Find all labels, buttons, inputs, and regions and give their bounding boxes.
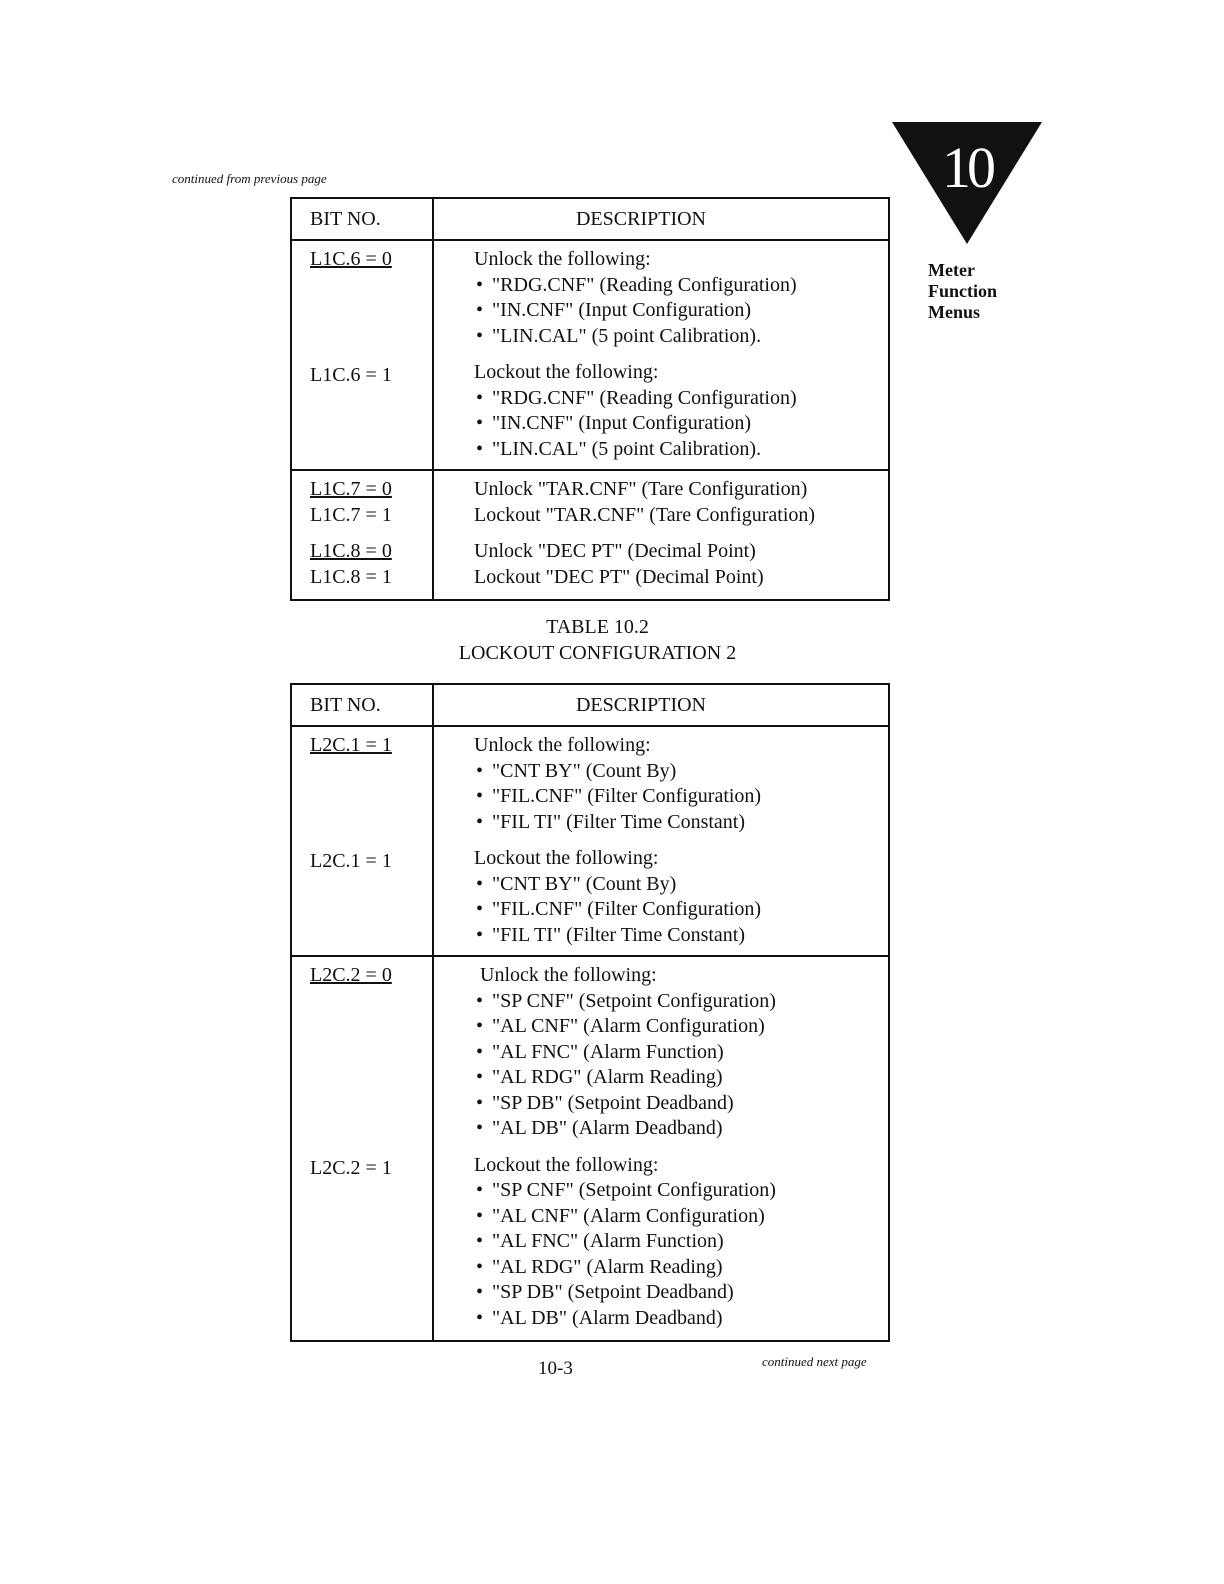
description-line: Lockout the following:	[474, 847, 659, 869]
list-item: • "SP DB" (Setpoint Deadband)	[474, 1091, 888, 1117]
page-number: 10-3	[538, 1358, 573, 1379]
list-item: • "SP DB" (Setpoint Deadband)	[474, 1280, 888, 1306]
list-item: • "CNT BY" (Count By)	[474, 872, 888, 898]
description-column	[434, 957, 888, 1342]
bit-column	[292, 957, 434, 1342]
list-item: • "SP CNF" (Setpoint Configuration)	[474, 1178, 888, 1204]
list-item: • "CNT BY" (Count By)	[474, 759, 888, 785]
chapter-title-line: Meter	[928, 260, 975, 280]
list-item: • "FIL TI" (Filter Time Constant)	[474, 923, 888, 949]
chapter-badge	[892, 122, 1042, 244]
header-bit-no: BIT NO.	[292, 685, 434, 725]
bit-label: L1C.8 = 0	[310, 540, 392, 562]
bit-label: L1C.8 = 1	[310, 565, 392, 588]
table-row-group	[292, 727, 888, 955]
description-line: Lockout the following:	[474, 361, 659, 383]
list-item: • "AL FNC" (Alarm Function)	[474, 1229, 888, 1255]
description-line: Lockout "TAR.CNF" (Tare Configuration)	[474, 503, 816, 526]
table-row-group	[292, 241, 888, 469]
bit-label: L2C.2 = 1	[310, 1156, 392, 1179]
description-column	[434, 727, 888, 955]
list-item: • "LIN.CAL" (5 point Calibration).	[474, 437, 888, 463]
header-description: DESCRIPTION	[575, 207, 706, 230]
lockout-table-2	[290, 683, 890, 1342]
continued-from-note: continued from previous page	[172, 171, 327, 186]
table-caption	[290, 614, 905, 666]
list-item: • "AL RDG" (Alarm Reading)	[474, 1255, 888, 1281]
list-item: • "SP CNF" (Setpoint Configuration)	[474, 989, 888, 1015]
chapter-number: 10	[942, 135, 992, 200]
caption-line: TABLE 10.2	[546, 616, 649, 638]
caption-line: LOCKOUT CONFIGURATION 2	[458, 642, 737, 664]
description-column	[434, 471, 888, 601]
list-item: • "AL DB" (Alarm Deadband)	[474, 1116, 888, 1142]
bit-label: L2C.1 = 1	[310, 734, 392, 756]
list-item: • "AL FNC" (Alarm Function)	[474, 1040, 888, 1066]
list-item: • "AL RDG" (Alarm Reading)	[474, 1065, 888, 1091]
list-item: • "AL DB" (Alarm Deadband)	[474, 1306, 888, 1332]
description-line: Lockout the following:	[474, 1153, 659, 1176]
list-item: • "LIN.CAL" (5 point Calibration).	[474, 324, 888, 350]
description-line: Unlock "TAR.CNF" (Tare Configuration)	[474, 478, 808, 500]
header-bit-no: BIT NO.	[292, 199, 434, 239]
bit-label: L1C.7 = 0	[310, 478, 392, 500]
list-item: • "AL CNF" (Alarm Configuration)	[474, 1014, 888, 1040]
list-item: • "RDG.CNF" (Reading Configuration)	[474, 273, 888, 299]
description-column	[434, 241, 888, 469]
bit-label: L2C.2 = 0	[310, 964, 392, 986]
table-row-group	[292, 469, 888, 601]
list-item: • "FIL TI" (Filter Time Constant)	[474, 810, 888, 836]
list-item: • "FIL.CNF" (Filter Configuration)	[474, 897, 888, 923]
bit-label: L1C.6 = 1	[310, 363, 392, 386]
continued-next-note: continued next page	[762, 1354, 867, 1369]
description-line: Lockout "DEC PT" (Decimal Point)	[474, 565, 764, 588]
header-description: DESCRIPTION	[575, 693, 706, 716]
chapter-title-line: Function	[928, 281, 998, 301]
bit-label: L1C.6 = 0	[310, 248, 392, 270]
bit-column	[292, 727, 434, 955]
list-item: • "AL CNF" (Alarm Configuration)	[474, 1204, 888, 1230]
list-item: • "IN.CNF" (Input Configuration)	[474, 298, 888, 324]
table-row-group	[292, 955, 888, 1342]
list-item: • "IN.CNF" (Input Configuration)	[474, 411, 888, 437]
description-line: Unlock "DEC PT" (Decimal Point)	[474, 540, 756, 562]
table-header	[292, 685, 888, 727]
bit-label: L1C.7 = 1	[310, 503, 392, 526]
bit-column	[292, 241, 434, 469]
lockout-table-1	[290, 197, 890, 601]
table-header	[292, 199, 888, 241]
bit-column	[292, 471, 434, 601]
list-item: • "RDG.CNF" (Reading Configuration)	[474, 386, 888, 412]
description-line: Unlock the following:	[480, 964, 657, 986]
bit-label: L2C.1 = 1	[310, 849, 392, 872]
chapter-title-line: Menus	[928, 302, 981, 322]
list-item: • "FIL.CNF" (Filter Configuration)	[474, 784, 888, 810]
chapter-title	[928, 260, 997, 323]
description-line: Unlock the following:	[474, 734, 651, 756]
description-line: Unlock the following:	[474, 248, 651, 270]
